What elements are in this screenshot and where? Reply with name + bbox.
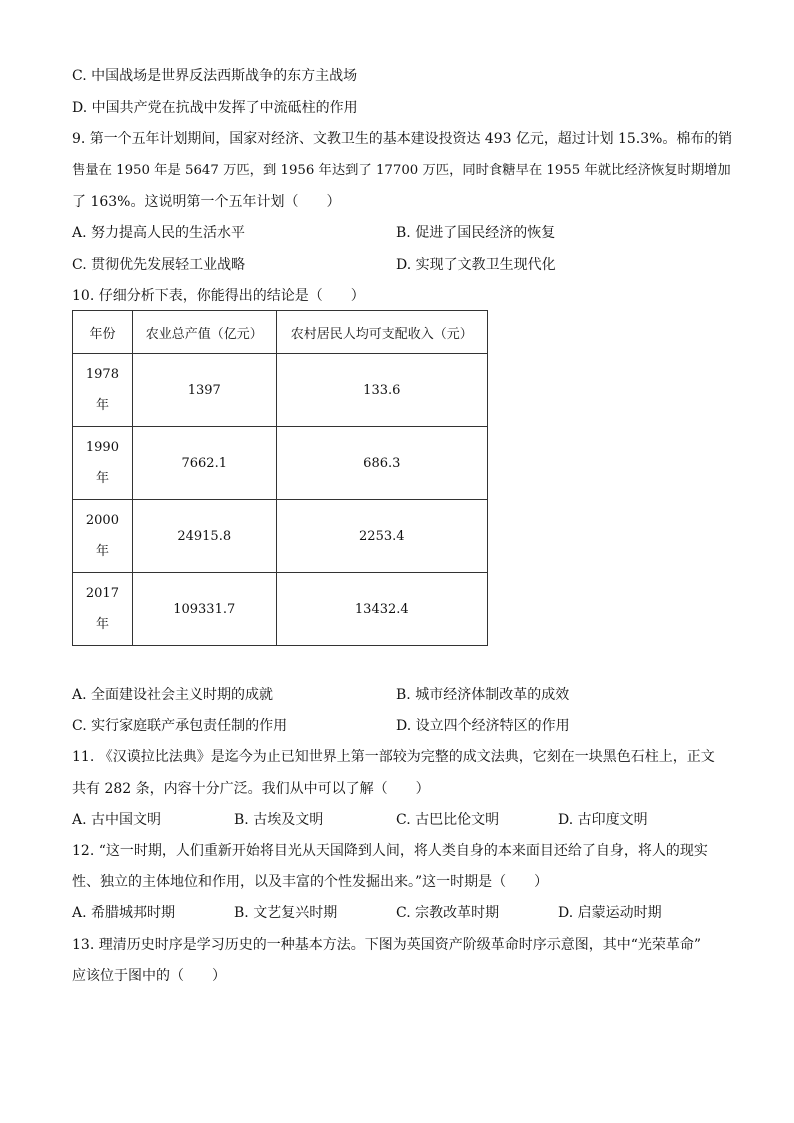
header-rural-income: 农村居民人均可支配收入（元） [276, 311, 487, 354]
year-cell [73, 573, 133, 646]
agri-output-cell: 7662.1 [132, 427, 276, 500]
q8-option-d: D. 中国共产党在抗战中发挥了中流砥柱的作用 [72, 100, 358, 116]
header-year: 年份 [73, 311, 133, 354]
year-cell [73, 427, 133, 500]
rural-income-cell: 133.6 [276, 354, 487, 427]
q10-stem: 10. 仔细分析下表，你能得出的结论是（ ） [72, 288, 365, 304]
header-agri-output: 农业总产值（亿元） [132, 311, 276, 354]
table-row [73, 500, 488, 573]
q9-stem-line1: 9. 第一个五年计划期间，国家对经济、文教卫生的基本建设投资达 493 亿元，超过计划 15.3%。棉布的销 [72, 131, 733, 147]
agri-output-cell: 24915.8 [132, 500, 276, 573]
year-value: 1978 [85, 367, 119, 382]
year-value: 2000 [85, 513, 119, 528]
q12-option-c: C. 宗教改革时期 [396, 905, 500, 921]
q13-stem-line1: 13. 理清历史时序是学习历史的一种基本方法。下图为英国资产阶级革命时序示意图，其中“光荣革命” [72, 937, 702, 953]
q9-option-b: B. 促进了国民经济的恢复 [396, 225, 556, 241]
q12-option-a: A. 希腊城邦时期 [72, 905, 176, 921]
q13-stem-line2: 应该位于图中的（ ） [72, 968, 226, 984]
year-value: 2017 [85, 586, 119, 601]
q11-stem-line2: 共有 282 条，内容十分广泛。我们从中可以了解（ ） [72, 781, 430, 797]
q10-option-d: D. 设立四个经济特区的作用 [396, 718, 570, 734]
rural-income-cell: 686.3 [276, 427, 487, 500]
q12-option-d: D. 启蒙运动时期 [558, 905, 662, 921]
table-row [73, 354, 488, 427]
q11-option-c: C. 古巴比伦文明 [396, 812, 500, 828]
q11-option-d: D. 古印度文明 [558, 812, 648, 828]
q8-option-c: C. 中国战场是世界反法西斯战争的东方主战场 [72, 68, 358, 84]
table-header-row [73, 311, 488, 354]
year-unit: 年 [95, 544, 109, 559]
rural-income-cell: 13432.4 [276, 573, 487, 646]
year-unit: 年 [95, 471, 109, 486]
q10-option-b: B. 城市经济体制改革的成效 [396, 687, 570, 703]
q9-stem-line3: 了 163%。这说明第一个五年计划（ ） [72, 194, 341, 210]
q9-option-a: A. 努力提高人民的生活水平 [72, 225, 246, 241]
q10-option-c: C. 实行家庭联产承包责任制的作用 [72, 718, 288, 734]
q10-data-table [72, 310, 488, 646]
q9-option-c: C. 贯彻优先发展轻工业战略 [72, 257, 246, 273]
year-unit: 年 [95, 398, 109, 413]
year-value: 1990 [85, 440, 119, 455]
q9-stem-line2: 售量在 1950 年是 5647 万匹，到 1956 年达到了 17700 万匹，同时食糖早在 1955 年就比经济恢复时期增加 [72, 163, 731, 178]
q9-option-d: D. 实现了文教卫生现代化 [396, 257, 556, 273]
agri-output-cell: 109331.7 [132, 573, 276, 646]
table-row [73, 427, 488, 500]
q11-option-a: A. 古中国文明 [72, 812, 162, 828]
year-cell [73, 354, 133, 427]
year-unit: 年 [95, 617, 109, 632]
q12-stem-line2: 性、独立的主体地位和作用，以及丰富的个性发掘出来。”这一时期是（ ） [72, 874, 549, 890]
q12-option-b: B. 文艺复兴时期 [234, 905, 338, 921]
q11-option-b: B. 古埃及文明 [234, 812, 324, 828]
q11-stem-line1: 11. 《汉谟拉比法典》是迄今为止已知世界上第一部较为完整的成文法典，它刻在一块黑色石柱上，正文 [72, 749, 715, 765]
rural-income-cell: 2253.4 [276, 500, 487, 573]
agri-output-cell: 1397 [132, 354, 276, 427]
q12-stem-line1: 12. “这一时期，人们重新开始将目光从天国降到人间，将人类自身的本来面目还给了自身，将人的现实 [72, 843, 708, 859]
year-cell [73, 500, 133, 573]
table-row [73, 573, 488, 646]
q10-option-a: A. 全面建设社会主义时期的成就 [72, 687, 274, 703]
